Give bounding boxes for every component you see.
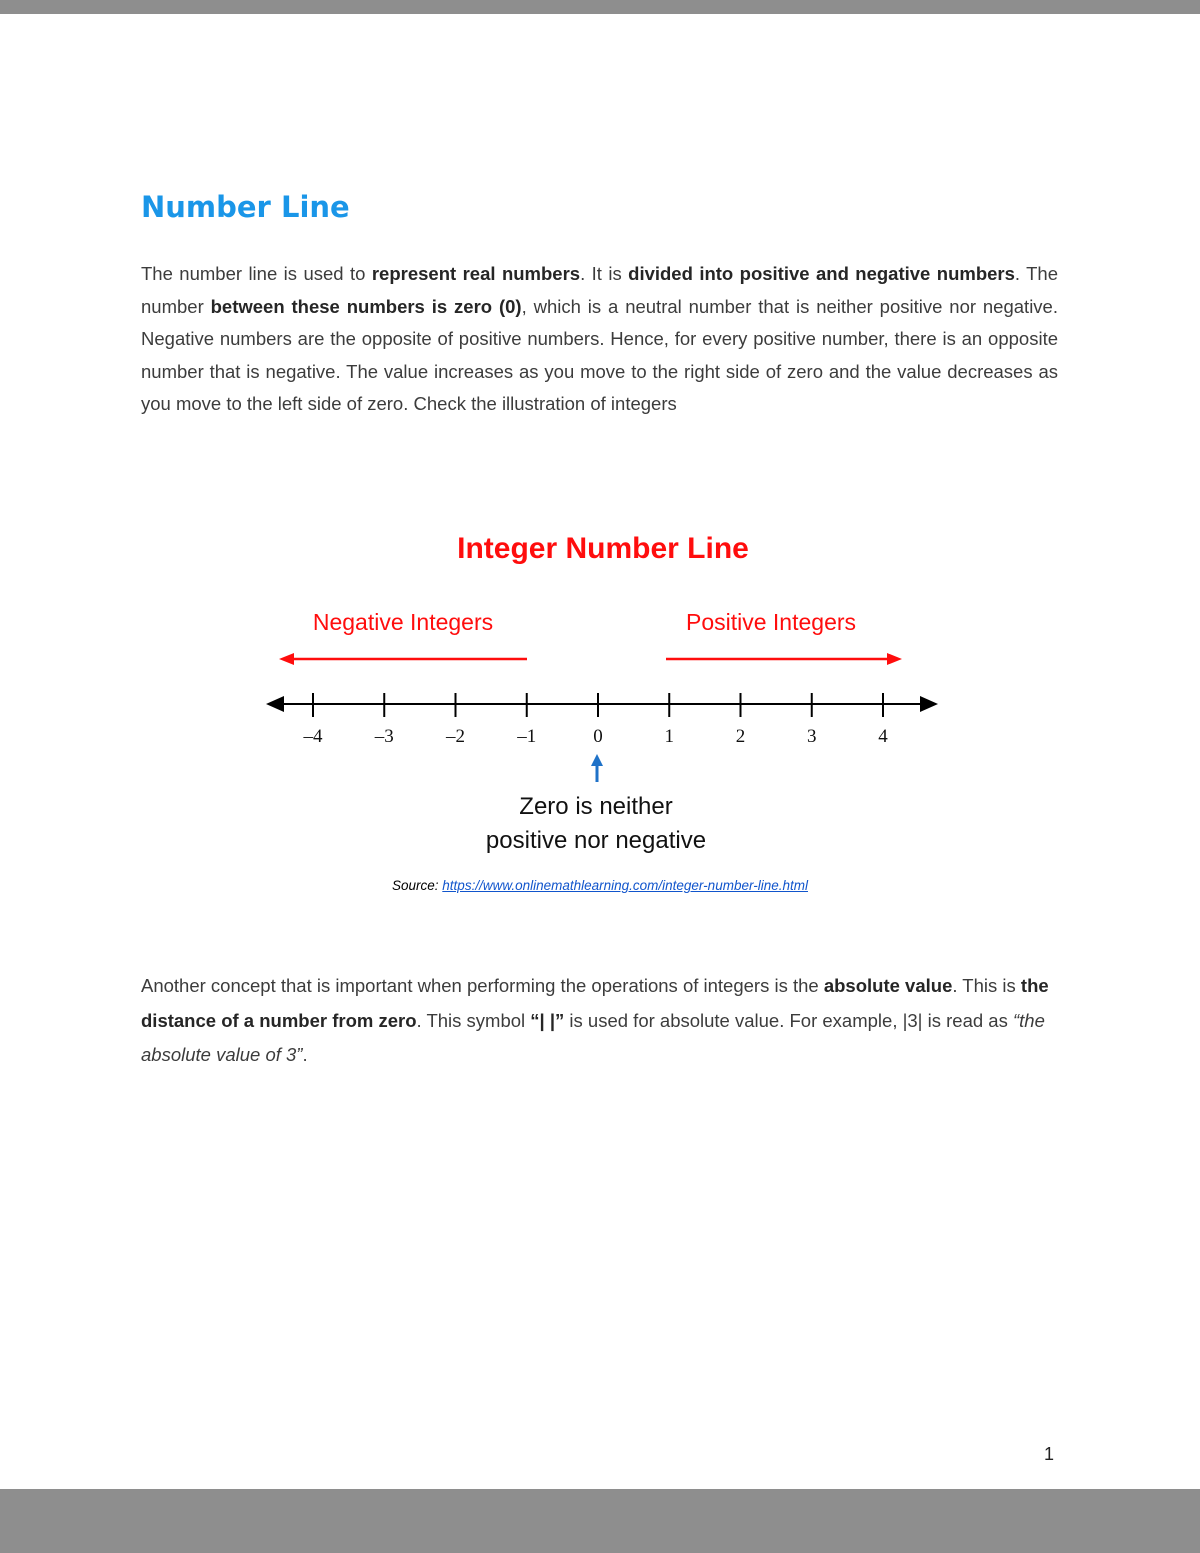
paragraph-absolute-value [141,969,1058,1073]
tick-label: 3 [807,726,817,747]
number-line-illustration [250,520,950,870]
zero-pointer-arrow-head [591,754,603,766]
para1-run: The number line is used to [141,263,372,284]
para1-run: . The number [141,263,1059,317]
tick-label: 0 [593,726,603,747]
figure-source [0,878,1200,893]
para2-run-italic: “the absolute value of 3” [141,1009,1045,1065]
tick-label: –4 [303,726,323,747]
para2-run: . This symbol [416,1009,531,1031]
zero-caption-line2: positive nor negative [485,827,707,854]
page-number: 1 [1044,1444,1055,1464]
para2-run: Another concept that is important when performing the operations of integers is the [141,975,824,996]
tick-label: –1 [517,726,537,747]
negative-integers-label: Negative Integers [312,609,494,635]
viewer-bottom-bar [0,1489,1200,1553]
tick-label: –2 [446,726,465,747]
source-prefix: Source: [392,878,443,893]
axis-left-arrow-head [266,696,284,712]
para2-run: . [302,1044,308,1065]
para1-run-bold: between these numbers is zero (0) [210,295,522,317]
source-link[interactable]: https://www.onlinemathlearning.com/integer-number-line.html [442,878,808,893]
para2-run: is used for absolute value. For example, |3| is read as [564,1009,1013,1031]
para1-run-bold: represent real numbers [371,263,581,284]
viewer-top-bar [0,0,1200,14]
positive-arrow-head [887,653,902,665]
integer-number-line-figure [250,520,950,870]
zero-caption-line1: Zero is neither [519,793,673,820]
paragraph-number-line [141,258,1058,421]
para2-run: . This is [952,975,1021,996]
para2-run-bold: “| |” [530,1009,565,1031]
para2-run-bold: absolute value [823,975,953,996]
tick-label: 4 [878,726,888,747]
positive-integers-label: Positive Integers [685,609,857,635]
tick-label: –3 [374,726,394,747]
tick-labels [303,726,889,747]
axis-right-arrow-head [920,696,938,712]
tick-label: 1 [664,726,674,747]
figure-title: Integer Number Line [457,532,749,565]
negative-arrow-head [279,653,294,665]
para2-run-bold: the distance of a number from zero [141,975,1049,1031]
para1-run: , which is a neutral number that is neither positive nor negative. Negative numbers are the opposite of positive numbers. Hence, for every positive number, there is an opposite number that is negative. The value increases as you move to the right side of zero and the value decreases as you move to the left side of zero. Check the illustration of integers [141,295,1058,415]
page-title: Number Line [141,190,350,224]
tick-label: 2 [735,726,746,747]
para1-run: . It is [580,263,629,284]
para1-run-bold: divided into positive and negative numbers [628,263,1015,284]
